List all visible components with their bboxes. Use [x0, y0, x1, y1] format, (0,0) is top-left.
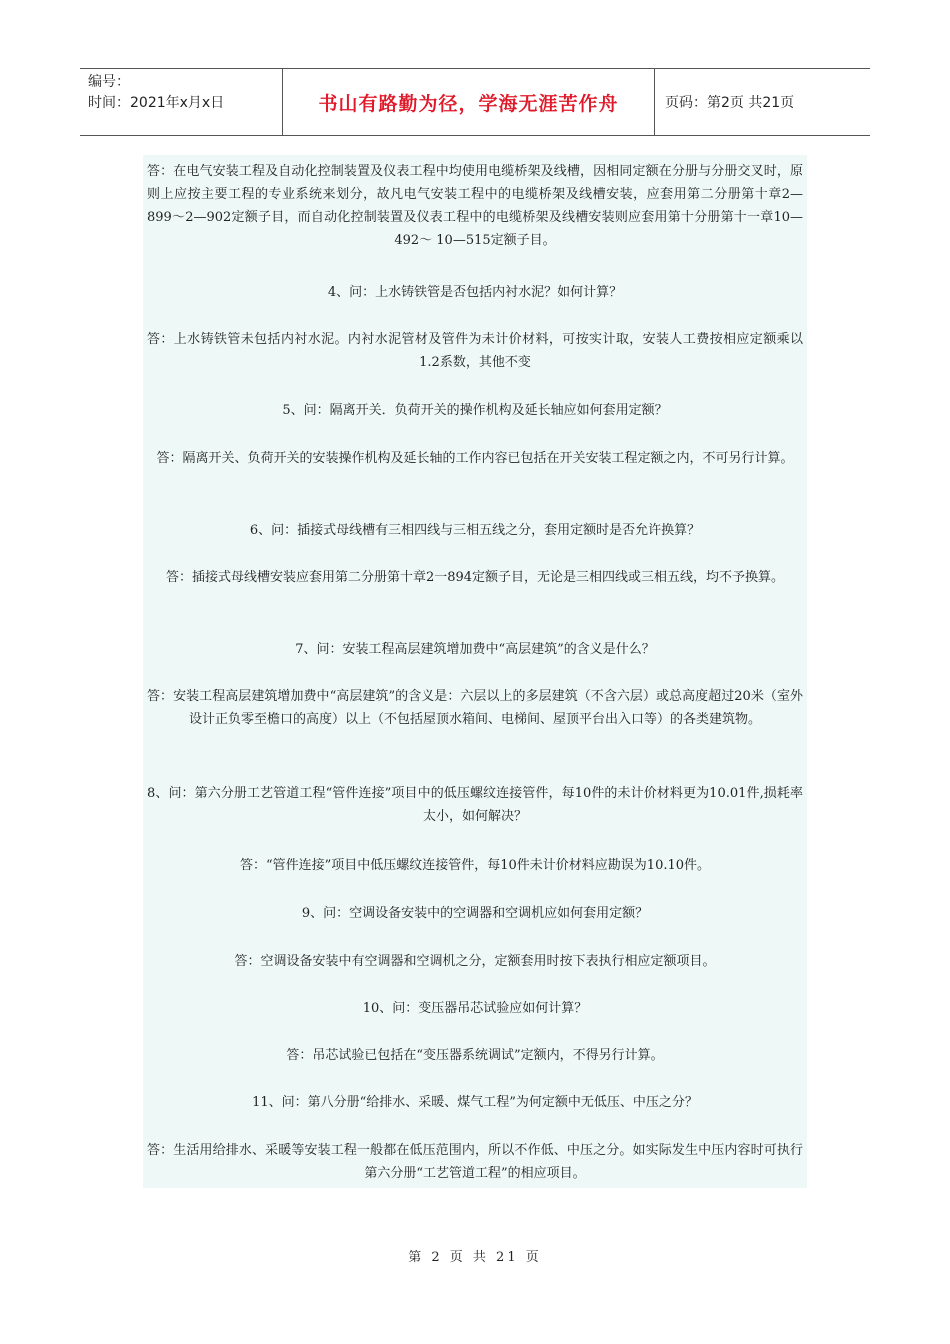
document-date: 时间：2021年x月x日	[88, 95, 225, 111]
answer-paragraph: 答：安装工程高层建筑增加费中“高层建筑”的含义是：六层以上的多层建筑（不含六层）或总高度超过20米（室外设计正负零至檐口的高度）以上（不包括屋顶水箱间、电梯间、屋顶平台出入口等）的各类建筑物。	[147, 689, 803, 727]
question-paragraph: 5、问：隔离开关．负荷开关的操作机构及延长轴应如何套用定额？	[282, 403, 668, 418]
answer-paragraph: 答：隔离开关、负荷开关的安装操作机构及延长轴的工作内容已包括在开关安装工程定额之内，不可另行计算。	[156, 451, 794, 466]
question-paragraph: 7、问：安装工程高层建筑增加费中“高层建筑”的含义是什么？	[295, 642, 655, 657]
answer-paragraph: 答：空调设备安装中有空调器和空调机之分，定额套用时按下表执行相应定额项目。	[234, 954, 716, 969]
page-header	[80, 68, 870, 136]
question-paragraph: 11、问：第八分册“给排水、采暖、煤气工程”为何定额中无低压、中压之分？	[252, 1095, 698, 1110]
question-paragraph: 8、问：第六分册工艺管道工程“管件连接”项目中的低压螺纹连接管件，每10件的未计价材料更为10.01件,损耗率太小，如何解决？	[147, 786, 803, 824]
document-number-label: 编号：	[88, 74, 130, 90]
answer-paragraph: 答：插接式母线槽安装应套用第二分册第十章2一894定额子目，无论是三相四线或三相五线，均不予换算。	[165, 570, 785, 585]
page-footer: 第 2 页 共 21 页	[408, 1250, 542, 1265]
question-paragraph: 9、问：空调设备安装中的空调器和空调机应如何套用定额？	[301, 906, 649, 921]
question-paragraph: 6、问：插接式母线槽有三相四线与三相五线之分，套用定额时是否允许换算？	[249, 523, 701, 538]
answer-paragraph: 答：上水铸铁管未包括内衬水泥。内衬水泥管材及管件为未计价材料，可按实计取，安装人工费按相应定额乘以1.2系数，其他不变	[147, 332, 803, 370]
header-page-info: 页码：第2页 共21页	[665, 95, 795, 111]
answer-paragraph: 答：在电气安装工程及自动化控制装置及仪表工程中均使用电缆桥架及线槽，因相同定额在分册与分册交叉时，原则上应按主要工程的专业系统来划分，故凡电气安装工程中的电缆桥架及线槽安装，应套用第二分册第十章2—899～2—902定额子目，而自动化控制装置及仪表工程中的电缆桥架及线槽安装则应套用第十分册第十一章10—492～ 10—515定额子目。	[147, 164, 803, 248]
header-meta	[80, 69, 282, 135]
question-paragraph: 4、问：上水铸铁管是否包括内衬水泥？如何计算？	[327, 285, 623, 300]
header-motto: 书山有路勤为径，学海无涯苦作舟	[282, 69, 655, 135]
question-paragraph: 10、问：变压器吊芯试验应如何计算？	[362, 1001, 588, 1016]
answer-paragraph: 答：“管件连接”项目中低压螺纹连接管件，每10件未计价材料应勘误为10.10件。	[239, 858, 711, 873]
answer-paragraph: 答：吊芯试验已包括在“变压器系统调试”定额内，不得另行计算。	[286, 1048, 664, 1063]
document-body	[143, 155, 807, 1188]
answer-paragraph: 答：生活用给排水、采暖等安装工程一般都在低压范围内，所以不作低、中压之分。如实际发生中压内容时可执行第六分册“工艺管道工程”的相应项目。	[147, 1143, 803, 1181]
